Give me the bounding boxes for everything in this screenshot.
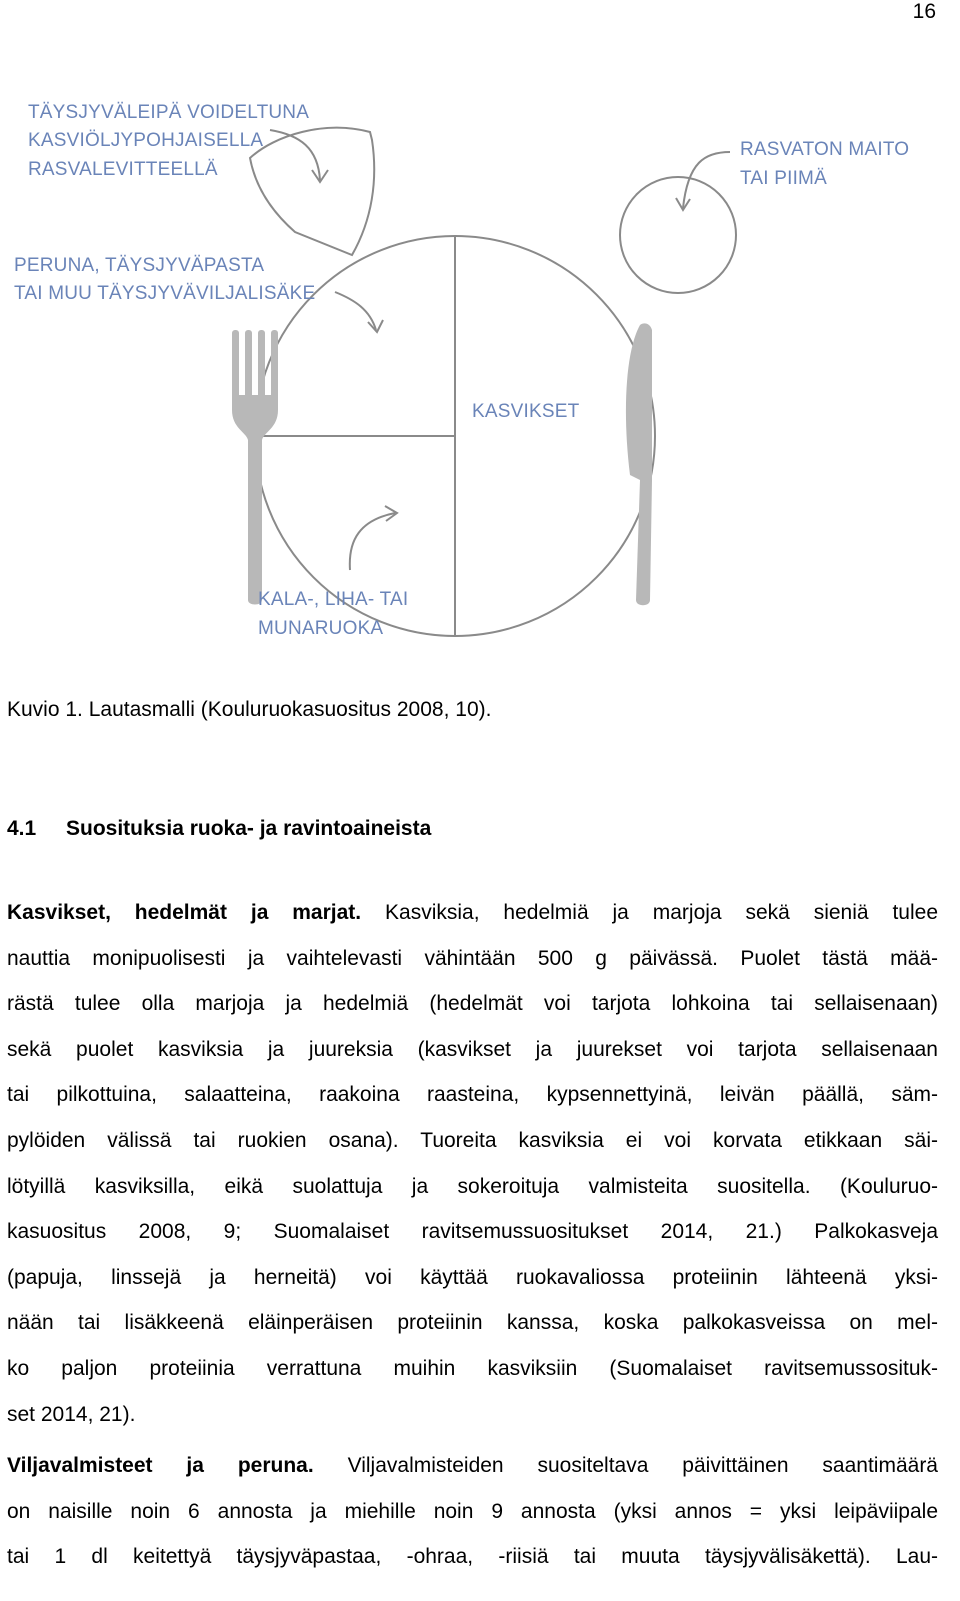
bread-label (28, 102, 309, 180)
paragraph-line: nään tai lisäkkeenä eläinperäisen proteiinin kanssa, koska palkokasveissa on mel- (7, 1311, 938, 1335)
figure-caption: Kuvio 1. Lautasmalli (Kouluruokasuositus 2008, 10). (7, 698, 492, 721)
page-number: 16 (912, 0, 936, 23)
svg-text:RASVATON MAITO: RASVATON MAITO (740, 139, 910, 160)
svg-text:TÄYSJYVÄLEIPÄ VOIDELTUNA: TÄYSJYVÄLEIPÄ VOIDELTUNA (28, 102, 310, 123)
svg-text:KASVIÖLJYPOHJAISELLA: KASVIÖLJYPOHJAISELLA (28, 130, 264, 151)
svg-text:TAI PIIMÄ: TAI PIIMÄ (740, 168, 827, 189)
paragraph-line: lötyillä kasviksilla, eikä suolattuja ja sokeroituja valmisteita suositella. (Kouluruo- (7, 1174, 938, 1198)
bread-slice-shape (250, 128, 374, 255)
svg-text:PERUNA, TÄYSJYVÄPASTA: PERUNA, TÄYSJYVÄPASTA (14, 255, 265, 276)
paragraph-line: on naisille noin 6 annosta ja miehille noin 9 annosta (yksi annos = yksi leipäviipale (7, 1499, 938, 1523)
section-number: 4.1 (7, 817, 37, 840)
plate-model-figure (0, 80, 960, 660)
milk-label (740, 139, 909, 189)
paragraph-line: tai 1 dl keitettyä täysjyväpastaa, -ohraa, -riisiä tai muuta täysjyvälisäkettä). Lau- (7, 1545, 938, 1569)
paragraph-line: Kasvikset, hedelmät ja marjat. Kasviksia, hedelmiä ja marjoja sekä sieniä tulee (7, 901, 938, 924)
paragraph-line: ko paljon proteiinia verrattuna muihin kasviksiin (Suomalaiset ravitsemussosituk- (7, 1356, 938, 1380)
paragraph-grains (7, 1443, 938, 1580)
svg-text:KALA-, LIHA- TAI: KALA-, LIHA- TAI (258, 589, 409, 610)
paragraph-line: tai pilkottuina, salaatteina, raakoina raasteina, kypsennettyinä, leivän päällä, säm- (7, 1083, 938, 1107)
paragraph-line: Viljavalmisteet ja peruna. Viljavalmisteiden suositeltava päivittäinen saantimäärä (7, 1454, 938, 1477)
paragraph-vegetables (7, 890, 938, 1437)
svg-text:MUNARUOKA: MUNARUOKA (258, 618, 384, 639)
svg-text:TAI MUU TÄYSJYVÄVILJALISÄKE: TAI MUU TÄYSJYVÄVILJALISÄKE (14, 283, 316, 304)
paragraph-line: set 2014, 21). (7, 1402, 136, 1426)
svg-text:KASVIKSET: KASVIKSET (472, 401, 580, 422)
vegetables-label (472, 401, 580, 422)
potato-label (14, 255, 315, 304)
svg-text:RASVALEVITTEELLÄ: RASVALEVITTEELLÄ (28, 159, 218, 180)
paragraph-line: kasuositus 2008, 9; Suomalaiset ravitsemussuositukset 2014, 21.) Palkokasveja (7, 1220, 938, 1244)
milk-glass-shape (620, 177, 736, 293)
paragraph-line: (papuja, linssejä ja herneitä) voi käyttää ruokavaliossa proteiinin lähteenä yksi- (7, 1265, 938, 1289)
paragraph-line: rästä tulee olla marjoja ja hedelmiä (hedelmät voi tarjota lohkoina tai sellaisenaan) (7, 992, 938, 1016)
fork-icon (232, 330, 278, 605)
paragraph-line: pylöiden välissä tai ruokien osana). Tuoreita kasviksia ei voi korvata etikkaan säi- (7, 1128, 938, 1152)
paragraph-lead: Viljavalmisteet ja peruna. (7, 1454, 314, 1477)
knife-icon (626, 323, 652, 605)
section-title: Suosituksia ruoka- ja ravintoaineista (66, 817, 432, 840)
arrow-protein-icon (350, 513, 395, 570)
paragraph-line: sekä puolet kasviksia ja juureksia (kasvikset ja juurekset voi tarjota sellaisenaan (7, 1037, 938, 1061)
paragraph-line: nauttia monipuolisesti ja vaihtelevasti vähintään 500 g päivässä. Puolet tästä mää- (7, 946, 938, 970)
arrows (270, 130, 730, 570)
paragraph-lead: Kasvikset, hedelmät ja marjat. (7, 901, 362, 924)
protein-label (258, 589, 408, 639)
section-heading (7, 815, 431, 843)
